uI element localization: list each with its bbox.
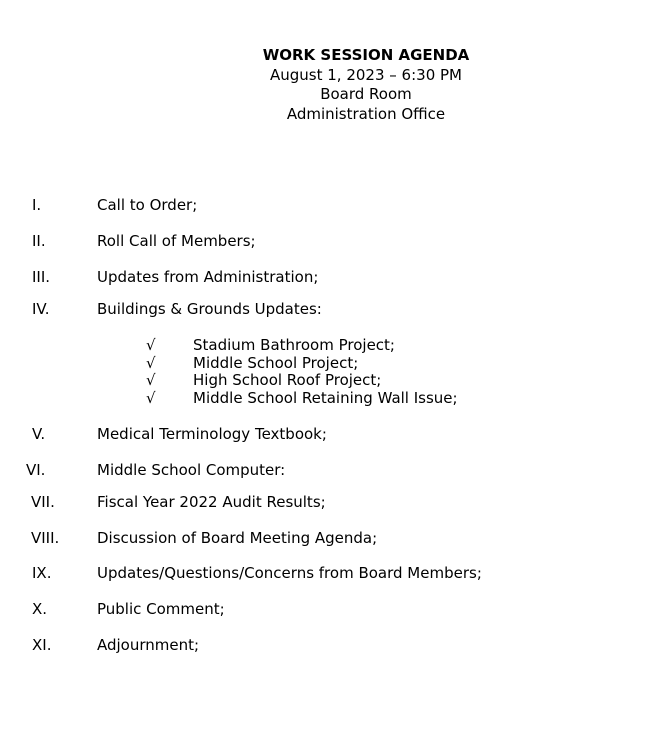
- agenda-title: WORK SESSION AGENDA: [262, 46, 470, 64]
- agenda-item-text: Fiscal Year 2022 Audit Results;: [97, 493, 326, 511]
- meeting-location: Board Room: [320, 85, 412, 103]
- checkmark-icon: √: [146, 371, 156, 389]
- agenda-item-number: I.: [32, 196, 42, 214]
- subitem-text: Middle School Project;: [193, 354, 359, 372]
- agenda-item-text: Updates from Administration;: [97, 268, 319, 286]
- checkmark-icon: √: [146, 336, 156, 354]
- meeting-office: Administration Office: [286, 104, 446, 123]
- agenda-item-number: IV.: [32, 300, 50, 318]
- agenda-item-text: Call to Order;: [97, 196, 198, 214]
- agenda-item-number: VIII.: [31, 529, 60, 547]
- agenda-item-text: Medical Terminology Textbook;: [97, 425, 327, 443]
- agenda-item-text: Discussion of Board Meeting Agenda;: [97, 529, 378, 547]
- agenda-item-number: V.: [32, 425, 46, 443]
- meeting-datetime: August 1, 2023 – 6:30 PM: [270, 65, 462, 84]
- agenda-item-number: II.: [32, 232, 46, 250]
- agenda-item-text: Public Comment;: [97, 600, 225, 618]
- subitem-text: Stadium Bathroom Project;: [193, 336, 395, 354]
- agenda-item-text: Middle School Computer:: [97, 461, 286, 479]
- subitem-text: Middle School Retaining Wall Issue;: [193, 389, 458, 407]
- checkmark-icon: √: [146, 354, 156, 372]
- agenda-item-text: Buildings & Grounds Updates:: [97, 300, 322, 318]
- checkmark-icon: √: [146, 389, 156, 407]
- agenda-item-number: X.: [32, 600, 48, 618]
- agenda-item-number: XI.: [32, 636, 52, 654]
- agenda-item-text: Updates/Questions/Concerns from Board Members;: [97, 564, 482, 582]
- agenda-header: [210, 46, 522, 124]
- agenda-item-number: III.: [32, 268, 51, 286]
- subitem-text: High School Roof Project;: [193, 371, 382, 389]
- agenda-item-number: IX.: [32, 564, 52, 582]
- agenda-item-text: Roll Call of Members;: [97, 232, 256, 250]
- agenda-item-number: VII.: [31, 493, 55, 511]
- agenda-item-text: Adjournment;: [97, 636, 200, 654]
- agenda-item-number: VI.: [26, 461, 46, 479]
